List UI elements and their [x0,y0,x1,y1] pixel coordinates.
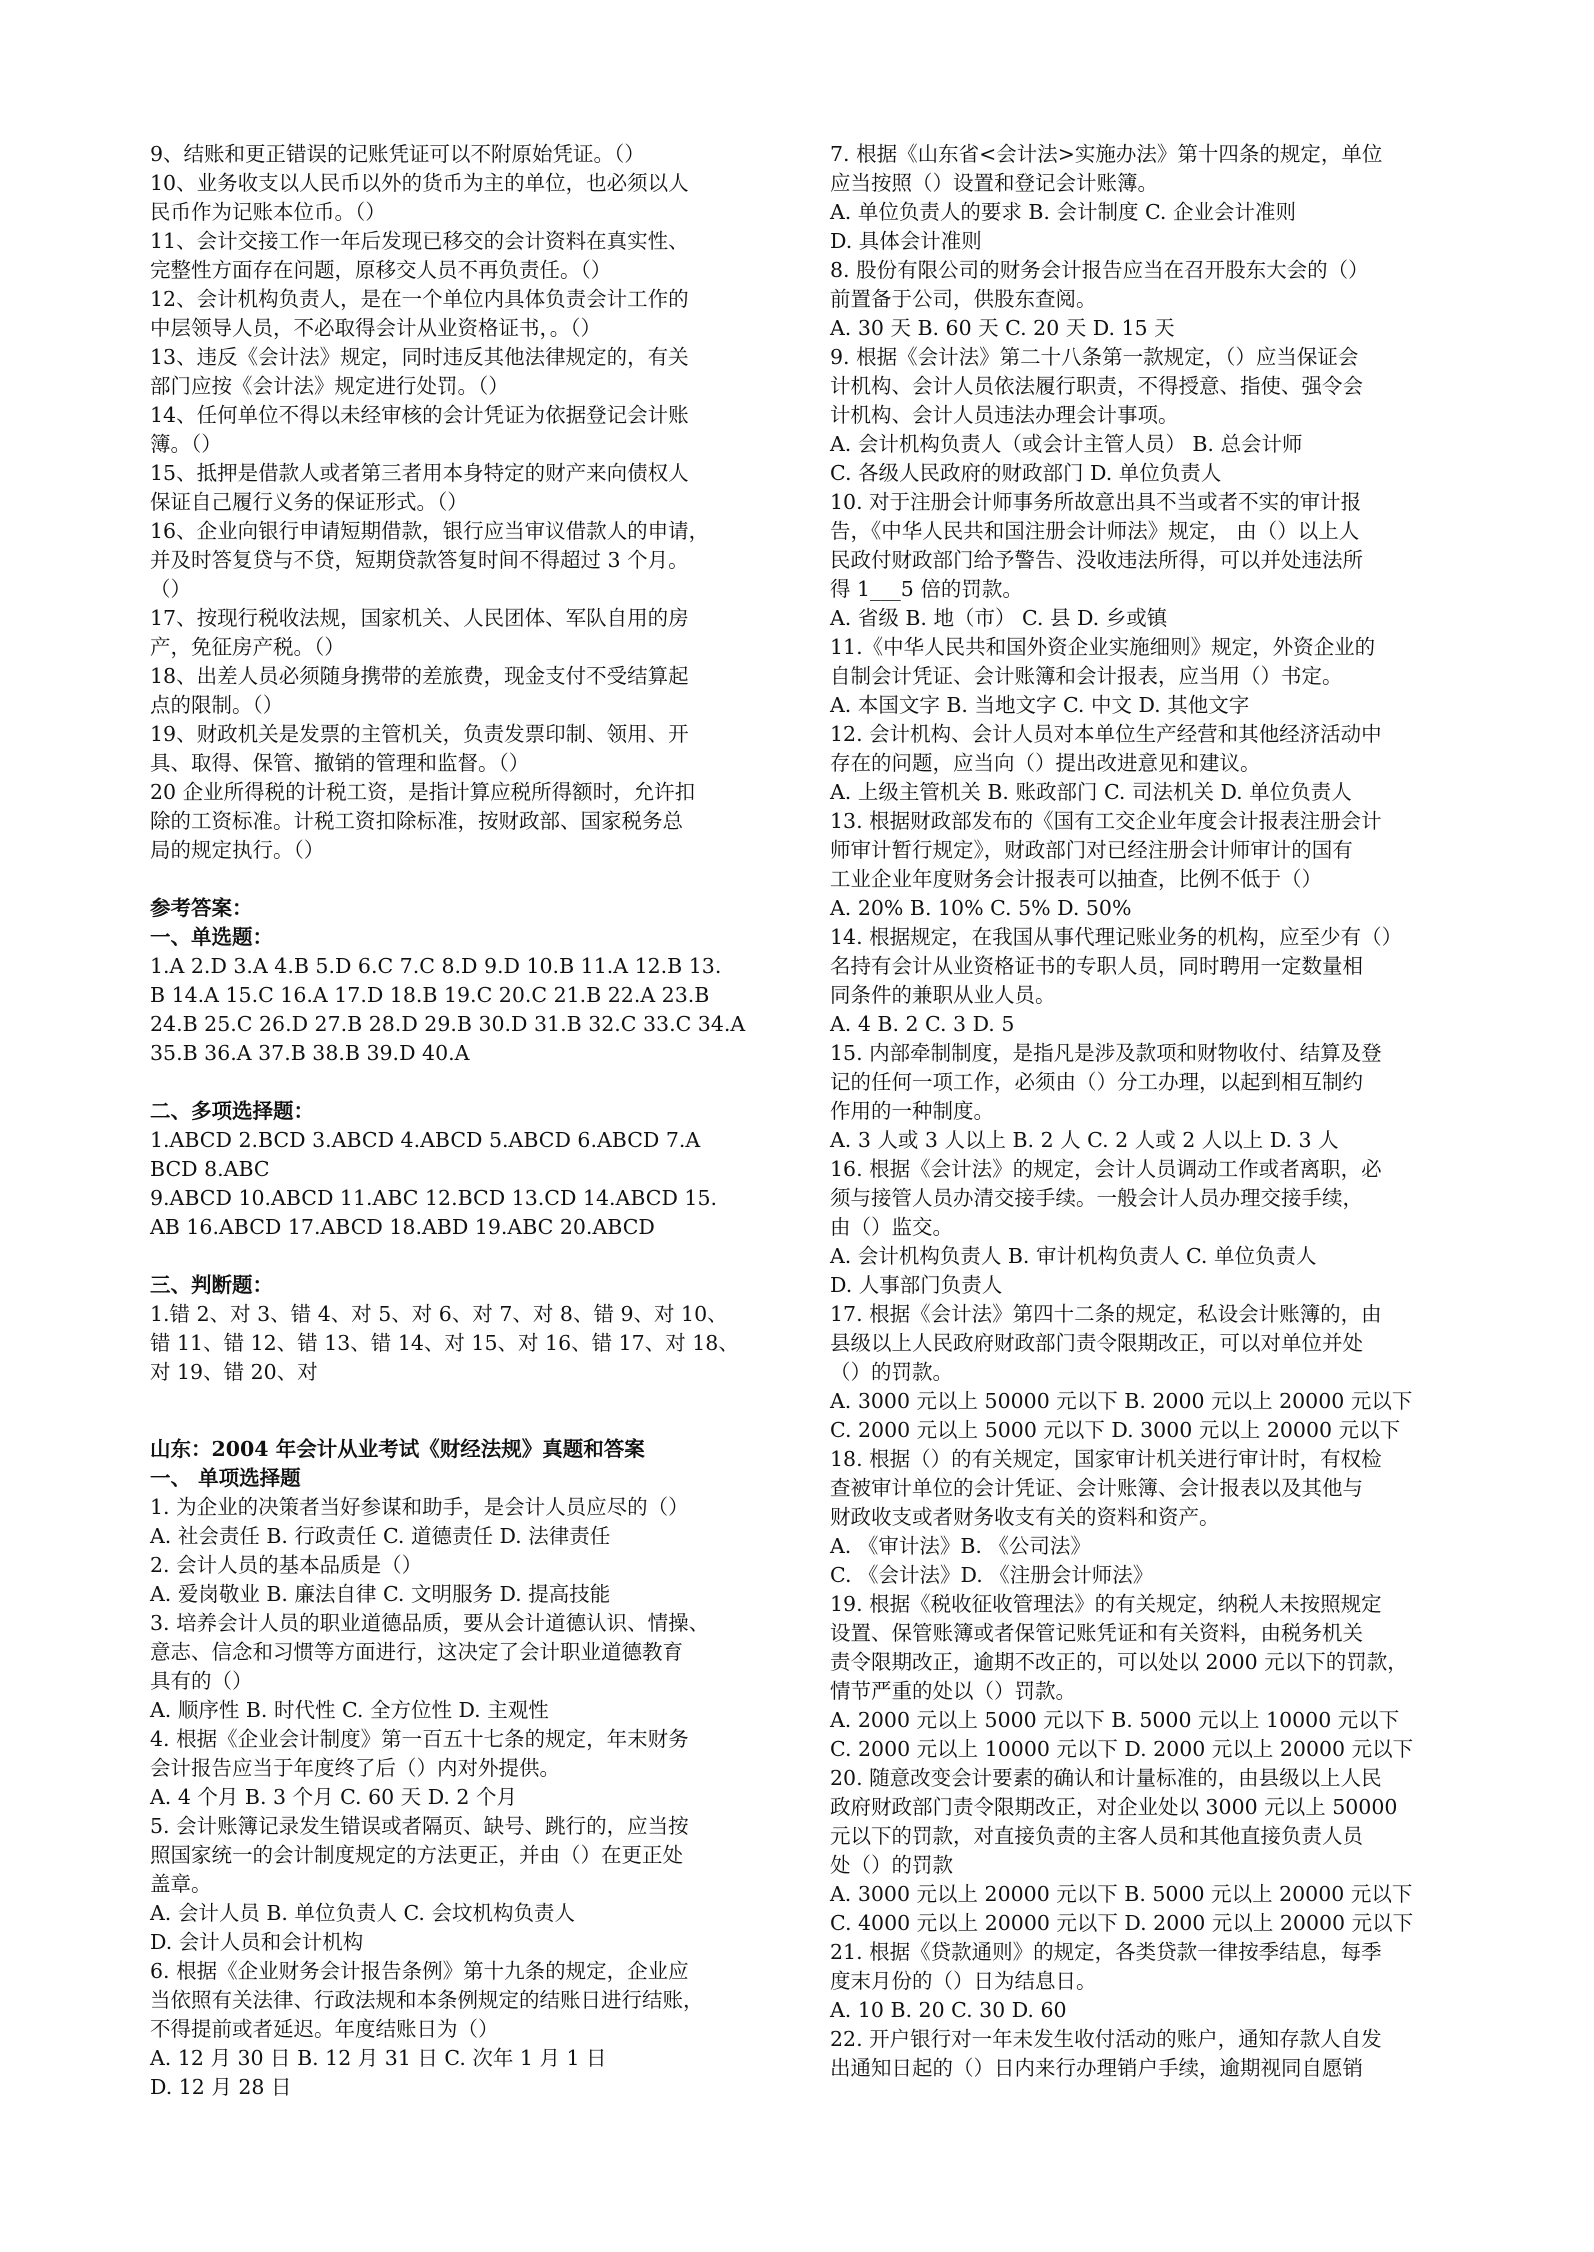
left-text-line: 并及时答复贷与不贷，短期贷款答复时间不得超过 3 个月。 [150,548,689,572]
right-column [830,140,1458,2083]
left-text-line: 不得提前或者延迟。年度结账日为（） [150,2017,499,2041]
left-text-line: 错 11、错 12、错 13、错 14、对 15、对 16、错 17、对 18、 [150,1331,739,1355]
right-text-line: A. 4 B. 2 C. 3 D. 5 [830,1012,1015,1036]
right-text-line: 20. 随意改变会计要素的确认和计量标准的，由县级以上人民 [830,1766,1382,1790]
left-text-line: （） [150,577,191,601]
right-text-line: 12. 会计机构、会计人员对本单位生产经营和其他经济活动中 [830,722,1382,746]
right-text-line: A. 上级主管机关 B. 账政部门 C. 司法机关 D. 单位负责人 [830,780,1352,804]
left-text-line: 13、违反《会计法》规定，同时违反其他法律规定的，有关 [150,345,689,369]
left-text-line: 会计报告应当于年度终了后（）内对外提供。 [150,1756,560,1780]
right-text-line: 查被审计单位的会计凭证、会计账簿、会计报表以及其他与 [830,1476,1363,1500]
right-text-line: 情节严重的处以（）罚款。 [830,1679,1076,1703]
right-text-line: 得 1___5 倍的罚款。 [830,577,1023,601]
left-heading-line: 山东：2004 年会计从业考试《财经法规》真题和答案 [150,1437,645,1461]
left-spacer [150,1068,778,1097]
right-text-line: 16. 根据《会计法》的规定，会计人员调动工作或者离职，必 [830,1157,1382,1181]
right-text-line: 17. 根据《会计法》第四十二条的规定，私设会计账簿的，由 [830,1302,1382,1326]
left-text-line: 完整性方面存在问题，原移交人员不再负责任。（） [150,258,612,282]
right-text-line: 作用的一种制度。 [830,1099,994,1123]
right-text-line: A. 会计机构负责人（或会计主管人员） B. 总会计师 [830,432,1303,456]
right-text-line: A. 3000 元以上 50000 元以下 B. 2000 元以上 20000 元以下 [830,1389,1413,1413]
left-text-line: 9.ABCD 10.ABCD 11.ABC 12.BCD 13.CD 14.ABCD 15. [150,1186,718,1210]
right-text-line: A. 《审计法》B. 《公司法》 [830,1534,1091,1558]
left-text-line: 5. 会计账簿记录发生错误或者隔页、缺号、跳行的，应当按 [150,1814,689,1838]
right-text-line: A. 10 B. 20 C. 30 D. 60 [830,1998,1067,2022]
right-text-line: 应当按照（）设置和登记会计账簿。 [830,171,1158,195]
right-text-line: 15. 内部牵制制度，是指凡是涉及款项和财物收付、结算及登 [830,1041,1382,1065]
left-text-line: 9、结账和更正错误的记账凭证可以不附原始凭证。（） [150,142,645,166]
left-text-line: 1.错 2、对 3、错 4、对 5、对 6、对 7、对 8、错 9、对 10、 [150,1302,728,1326]
right-text-line: 度末月份的（）日为结息日。 [830,1969,1097,1993]
right-text-line: A. 2000 元以上 5000 元以下 B. 5000 元以上 10000 元以下 [830,1708,1400,1732]
left-heading-line: 二、多项选择题： [150,1099,314,1123]
right-text-line: 工业企业年度财务会计报表可以抽查，比例不低于（） [830,867,1322,891]
left-text-line: 6. 根据《企业财务会计报告条例》第十九条的规定，企业应 [150,1959,689,1983]
left-text-line: A. 爱岗敬业 B. 廉法自律 C. 文明服务 D. 提高技能 [150,1582,611,1606]
left-text-line: 对 19、错 20、对 [150,1360,318,1384]
right-text-line: A. 本国文字 B. 当地文字 C. 中文 D. 其他文字 [830,693,1250,717]
right-text-line: 政府财政部门责令限期改正，对企业处以 3000 元以上 50000 [830,1795,1398,1819]
left-text-line: D. 会计人员和会计机构 [150,1930,364,1954]
left-text-line: 局的规定执行。（） [150,838,325,862]
right-text-line: A. 省级 B. 地（市） C. 县 D. 乡或镇 [830,606,1168,630]
right-text-line: 记的任何一项工作，必须由（）分工办理，以起到相互制约 [830,1070,1363,1094]
left-spacer [150,1242,778,1271]
right-text-line: 设置、保管账簿或者保管记账凭证和有关资料，由税务机关 [830,1621,1363,1645]
right-text-line: 9. 根据《会计法》第二十八条第一款规定，（）应当保证会 [830,345,1359,369]
right-text-line: 计机构、会计人员违法办理会计事项。 [830,403,1179,427]
left-text-line: 20 企业所得税的计税工资，是指计算应税所得额时，允许扣 [150,780,696,804]
right-text-line: 由（）监交。 [830,1215,953,1239]
left-spacer [150,1387,778,1435]
left-text-line: 保证自己履行义务的保证形式。（） [150,490,468,514]
left-text-line: BCD 8.ABC [150,1157,270,1181]
right-text-line: C. 各级人民政府的财政部门 D. 单位负责人 [830,461,1222,485]
left-text-line: B 14.A 15.C 16.A 17.D 18.B 19.C 20.C 21.B 22.A 23.B [150,983,710,1007]
right-text-line: A. 3 人或 3 人以上 B. 2 人 C. 2 人或 2 人以上 D. 3 人 [830,1128,1339,1152]
right-text-line: 县级以上人民政府财政部门责令限期改正，可以对单位并处 [830,1331,1363,1355]
left-heading-line: 参考答案： [150,896,253,920]
left-text-line: 12、会计机构负责人，是在一个单位内具体负责会计工作的 [150,287,689,311]
left-text-line: 1. 为企业的决策者当好参谋和助手，是会计人员应尽的（） [150,1495,689,1519]
left-text-line: A. 社会责任 B. 行政责任 C. 道德责任 D. 法律责任 [150,1524,611,1548]
right-text-line: 处（）的罚款 [830,1853,953,1877]
right-text-line: C. 4000 元以上 20000 元以下 D. 2000 元以上 20000 元以下 [830,1911,1414,1935]
right-text-line: 10. 对于注册会计师事务所故意出具不当或者不实的审计报 [830,490,1362,514]
left-text-line: A. 顺序性 B. 时代性 C. 全方位性 D. 主观性 [150,1698,549,1722]
left-text-line: 意志、信念和习惯等方面进行，这决定了会计职业道德教育 [150,1640,683,1664]
left-text-line: 中层领导人员，不必取得会计从业资格证书，。（） [150,316,601,340]
left-text-line: 14、任何单位不得以未经审核的会计凭证为依据登记会计账 [150,403,689,427]
right-text-line: 11.《中华人民共和国外资企业实施细则》规定，外资企业的 [830,635,1376,659]
left-text-line: A. 12 月 30 日 B. 12 月 31 日 C. 次年 1 月 1 日 [150,2046,607,2070]
left-text-line: 4. 根据《企业会计制度》第一百五十七条的规定，年末财务 [150,1727,689,1751]
right-text-line: 计机构、会计人员依法履行职责，不得授意、指使、强令会 [830,374,1363,398]
right-text-line: D. 具体会计准则 [830,229,982,253]
right-text-line: 19. 根据《税收征收管理法》的有关规定，纳税人未按照规定 [830,1592,1382,1616]
left-text-line: 2. 会计人员的基本品质是（） [150,1553,423,1577]
left-heading-line: 一、单选题： [150,925,273,949]
right-text-line: 民政付财政部门给予警告、没收违法所得，可以并处违法所 [830,548,1363,572]
left-text-line: 24.B 25.C 26.D 27.B 28.D 29.B 30.D 31.B 32.C 33.C 34.A [150,1012,746,1036]
right-text-line: 21. 根据《贷款通则》的规定，各类贷款一律按季结息，每季 [830,1940,1382,1964]
left-text-line: 3. 培养会计人员的职业道德品质，要从会计道德认识、情操、 [150,1611,710,1635]
left-text-line: 11、会计交接工作一年后发现已移交的会计资料在真实性、 [150,229,689,253]
left-text-line: 18、出差人员必须随身携带的差旅费，现金支付不受结算起 [150,664,689,688]
right-text-line: （）的罚款。 [830,1360,953,1384]
left-text-line: 盖章。 [150,1872,212,1896]
right-text-line: D. 人事部门负责人 [830,1273,1003,1297]
right-text-line: 22. 开户银行对一年未发生收付活动的账户，通知存款人自发 [830,2027,1382,2051]
left-text-line: 具有的（） [150,1669,253,1693]
right-text-line: C. 《会计法》D. 《注册会计师法》 [830,1563,1154,1587]
left-text-line: 35.B 36.A 37.B 38.B 39.D 40.A [150,1041,470,1065]
right-text-line: 财政收支或者财务收支有关的资料和资产。 [830,1505,1220,1529]
right-text-line: 师审计暂行规定》，财政部门对已经注册会计师审计的国有 [830,838,1353,862]
right-text-line: 须与接管人员办清交接手续。一般会计人员办理交接手续， [830,1186,1363,1210]
left-text-line: A. 会计人员 B. 单位负责人 C. 会坟机构负责人 [150,1901,575,1925]
right-text-line: A. 20% B. 10% C. 5% D. 50% [830,896,1132,920]
right-text-line: 名持有会计从业资格证书的专职人员，同时聘用一定数量相 [830,954,1363,978]
right-text-line: 同条件的兼职从业人员。 [830,983,1056,1007]
right-text-line: 14. 根据规定，在我国从事代理记账业务的机构，应至少有（） [830,925,1403,949]
left-text-line: 照国家统一的会计制度规定的方法更正，并由（）在更正处 [150,1843,683,1867]
right-text-line: C. 2000 元以上 5000 元以下 D. 3000 元以上 20000 元以下 [830,1418,1401,1442]
right-text-line: 元以下的罚款，对直接负责的主客人员和其他直接负责人员 [830,1824,1363,1848]
left-text-line: 除的工资标准。计税工资扣除标准，按财政部、国家税务总 [150,809,683,833]
right-text-line: 告，《中华人民共和国注册会计师法》规定， 由（）以上人 [830,519,1360,543]
right-text-line: 前置备于公司，供股东查阅。 [830,287,1097,311]
right-text-line: A. 会计机构负责人 B. 审计机构负责人 C. 单位负责人 [830,1244,1317,1268]
left-text-line: 产，免征房产税。（） [150,635,345,659]
left-spacer [150,865,778,894]
right-text-line: 8. 股份有限公司的财务会计报告应当在召开股东大会的（） [830,258,1369,282]
left-heading-line: 一、 单项选择题 [150,1466,301,1490]
right-text-line: A. 单位负责人的要求 B. 会计制度 C. 企业会计准则 [830,200,1296,224]
left-text-line: 当依照有关法律、行政法规和本条例规定的结账日进行结账， [150,1988,704,2012]
left-text-line: 10、业务收支以人民币以外的货币为主的单位，也必须以人 [150,171,689,195]
right-text-line: A. 30 天 B. 60 天 C. 20 天 D. 15 天 [830,316,1175,340]
left-text-line: 簿。（） [150,432,222,456]
right-text-line: 存在的问题，应当向（）提出改进意见和建议。 [830,751,1261,775]
left-text-line: 具、取得、保管、撤销的管理和监督。（） [150,751,530,775]
left-text-line: 民币作为记账本位币。（） [150,200,386,224]
right-text-line: A. 3000 元以上 20000 元以下 B. 5000 元以上 20000 元以下 [830,1882,1413,1906]
right-text-line: 7. 根据《山东省<会计法>实施办法》第十四条的规定，单位 [830,142,1383,166]
left-column [150,140,778,2102]
left-text-line: 19、财政机关是发票的主管机关，负责发票印制、领用、开 [150,722,689,746]
left-text-line: A. 4 个月 B. 3 个月 C. 60 天 D. 2 个月 [150,1785,517,1809]
right-text-line: 18. 根据（）的有关规定，国家审计机关进行审计时，有权检 [830,1447,1382,1471]
left-text-line: 1.ABCD 2.BCD 3.ABCD 4.ABCD 5.ABCD 6.ABCD 7.A [150,1128,701,1152]
left-text-line: 17、按现行税收法规，国家机关、人民团体、军队自用的房 [150,606,689,630]
right-text-line: 责令限期改正，逾期不改正的，可以处以 2000 元以下的罚款， [830,1650,1408,1674]
left-text-line: 点的限制。（） [150,693,284,717]
left-text-line: 16、企业向银行申请短期借款，银行应当审议借款人的申请， [150,519,710,543]
right-text-line: 自制会计凭证、会计账簿和会计报表，应当用（）书定。 [830,664,1343,688]
left-text-line: 部门应按《会计法》规定进行处罚。（） [150,374,509,398]
left-text-line: 15、抵押是借款人或者第三者用本身特定的财产来向债权人 [150,461,689,485]
left-text-line: AB 16.ABCD 17.ABCD 18.ABD 19.ABC 20.ABCD [150,1215,655,1239]
right-text-line: 出通知日起的（）日内来行办理销户手续，逾期视同自愿销 [830,2056,1363,2080]
left-heading-line: 三、判断题： [150,1273,273,1297]
left-text-line: D. 12 月 28 日 [150,2075,292,2099]
left-text-line: 1.A 2.D 3.A 4.B 5.D 6.C 7.C 8.D 9.D 10.B 11.A 12.B 13. [150,954,722,978]
right-text-line: 13. 根据财政部发布的《国有工交企业年度会计报表注册会计 [830,809,1382,833]
right-text-line: C. 2000 元以上 10000 元以下 D. 2000 元以上 20000 元以下 [830,1737,1414,1761]
